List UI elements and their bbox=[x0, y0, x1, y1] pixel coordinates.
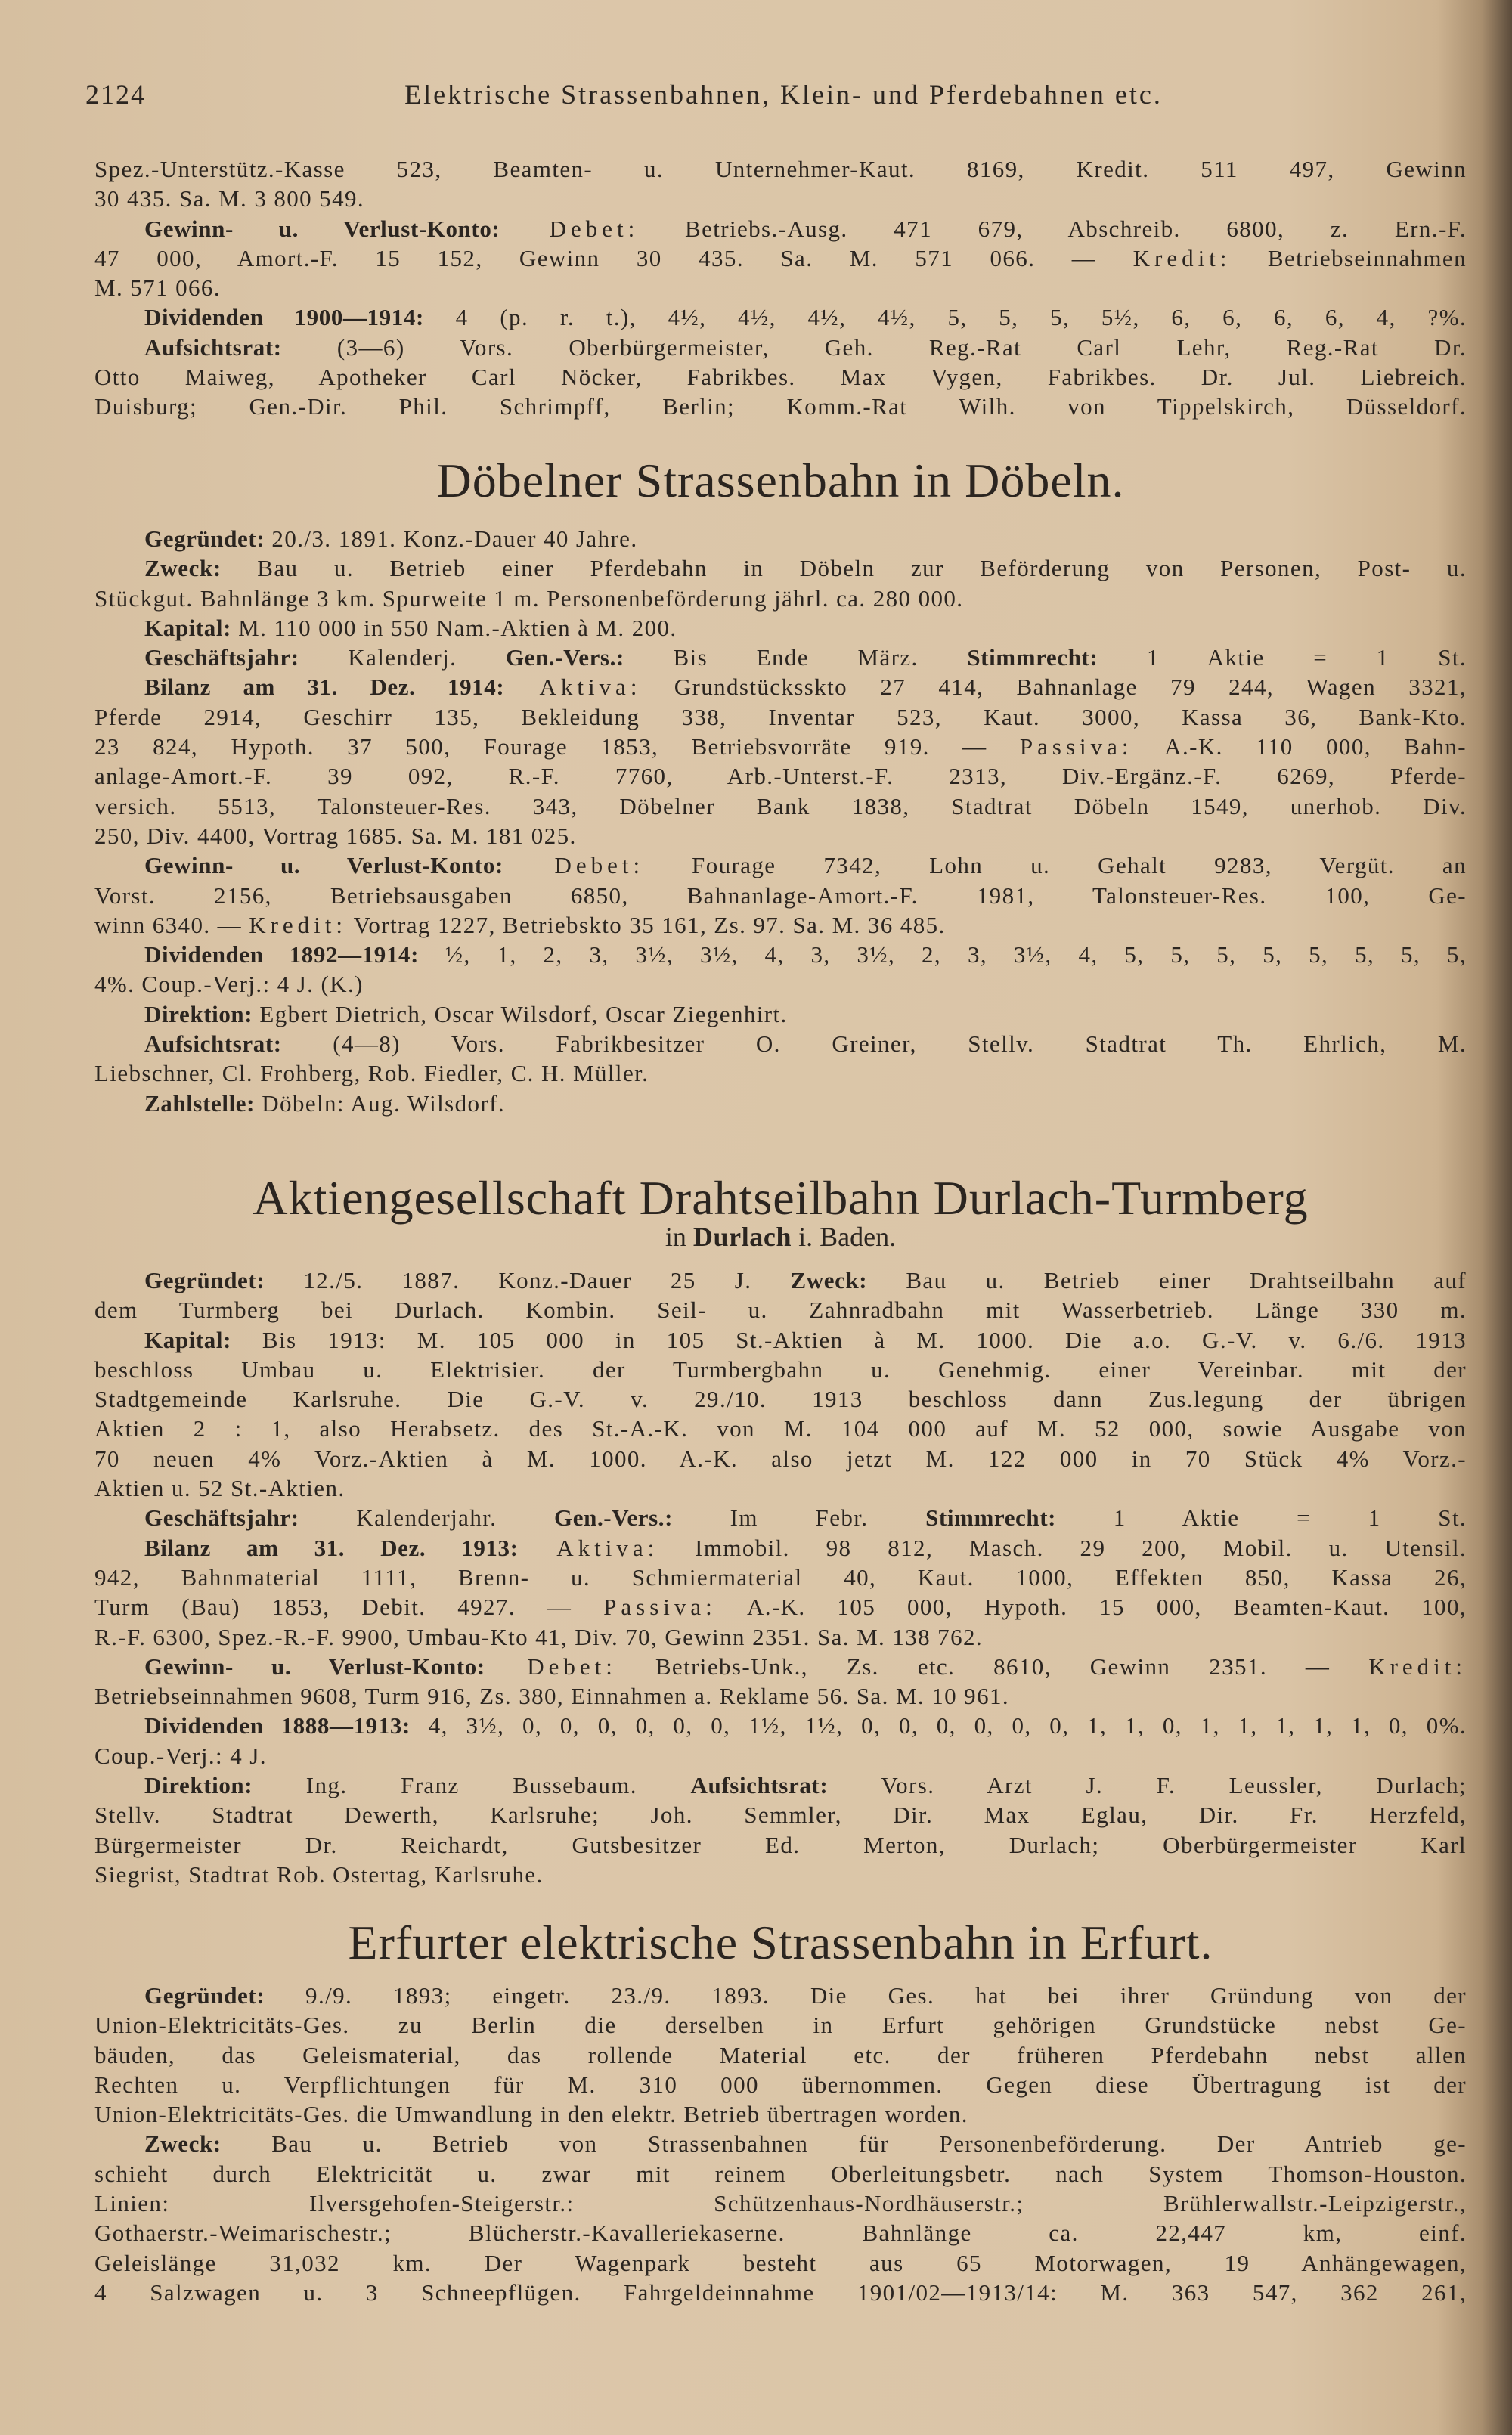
text-run: Stadtgemeinde Karlsruhe. Die G.-V. v. 29./10. 1913 beschloss dann Zus.legung der übrigen bbox=[94, 1386, 1467, 1413]
text-run: Union-Elektricitäts-Ges. zu Berlin die derselben in Erfurt gehörigen Grundstücke nebst Ge- bbox=[94, 2012, 1467, 2039]
text-run: schieht durch Elektricität u. zwar mit reinem Oberleitungsbetr. nach System Thomson-Houston. bbox=[94, 2160, 1467, 2187]
text-line bbox=[94, 2040, 1467, 2070]
field-label: Direktion: bbox=[144, 1000, 253, 1027]
text-line bbox=[94, 584, 1467, 613]
text-run: Döbeln: Aug. Wilsdorf. bbox=[255, 1089, 505, 1117]
field-label: Gewinn- u. Verlust-Konto: bbox=[144, 1653, 485, 1680]
text-line bbox=[94, 792, 1467, 821]
text-line bbox=[94, 1029, 1467, 1058]
field-label: Bilanz am 31. Dez. 1913: bbox=[144, 1534, 519, 1561]
text-line bbox=[94, 672, 1467, 702]
text-run: i. Baden. bbox=[792, 1222, 897, 1252]
field-label: Gewinn- u. Verlust-Konto: bbox=[144, 852, 503, 879]
text-run: Bürgermeister Dr. Reichardt, Gutsbesitzer Ed. Merton, Durlach; Oberbürgermeister Karl bbox=[94, 1831, 1467, 1858]
text-run: 47 000, Amort.-F. 15 152, Gewinn 30 435. Sa. M. 571 066. — bbox=[94, 244, 1133, 271]
text-line bbox=[94, 214, 1467, 243]
text-line bbox=[94, 333, 1467, 362]
text-run: winn 6340. — bbox=[94, 911, 249, 938]
text-line bbox=[94, 302, 1467, 332]
text-run: Vors. Arzt J. F. Leussler, Durlach; bbox=[828, 1772, 1467, 1799]
text-run: Kredit: bbox=[1132, 244, 1232, 271]
text-line bbox=[94, 1711, 1467, 1740]
text-line bbox=[94, 1770, 1467, 1800]
text-line bbox=[94, 2159, 1467, 2189]
text-run: Betriebseinnahmen bbox=[1231, 244, 1467, 271]
text-line bbox=[94, 881, 1467, 910]
text-run: anlage-Amort.-F. 39 092, R.-F. 7760, Arb.-Unterst.-F. 2313, Div.-Ergänz.-F. 6269, Pferde- bbox=[94, 763, 1467, 790]
text-run: Geleislänge 31,032 km. Der Wagenpark besteht aus 65 Motorwagen, 19 Anhängewagen, bbox=[94, 2249, 1467, 2276]
text-line bbox=[94, 1681, 1467, 1711]
text-line bbox=[94, 1384, 1467, 1414]
text-run: dem Turmberg bei Durlach. Kombin. Seil- u. Zahnradbahn mit Wasserbetrieb. Länge 330 m. bbox=[94, 1296, 1467, 1324]
text-run: Aktien 2 : 1, also Herabsetz. des St.-A.-K. von M. 104 000 auf M. 52 000, sowie Ausgabe von bbox=[94, 1415, 1467, 1442]
text-run: 12./5. 1887. Konz.-Dauer 25 J. bbox=[265, 1267, 791, 1293]
entry-doebeln bbox=[94, 524, 1467, 1118]
text-run: 4 (p. r. t.), 4½, 4½, 4½, 4½, 5, 5, 5, 5½, 6, 6, 6, 6, 4, ?%. bbox=[423, 304, 1467, 331]
field-label: Direktion: bbox=[144, 1772, 253, 1799]
text-run: 1 Aktie = 1 St. bbox=[1056, 1504, 1467, 1532]
text-line bbox=[94, 1533, 1467, 1563]
field-label: Gen.-Vers.: bbox=[505, 644, 624, 671]
text-line bbox=[94, 1830, 1467, 1860]
field-label: Dividenden 1888—1913: bbox=[144, 1712, 411, 1740]
text-line bbox=[94, 2189, 1467, 2218]
text-run: 9./9. 1893; eingetr. 23./9. 1893. Die Ges. hat bei ihrer Gründung von der bbox=[265, 1982, 1467, 2009]
text-line bbox=[94, 999, 1467, 1029]
text-run: 30 435. Sa. M. 3 800 549. bbox=[94, 185, 365, 212]
text-run: Passiva: bbox=[603, 1594, 717, 1621]
text-run: ½, 1, 2, 3, 3½, 3½, 4, 3, 3½, 2, 3, 3½, 4, 5, 5, 5, 5, 5, 5, 5, 5, bbox=[419, 941, 1467, 968]
field-label: Geschäftsjahr: bbox=[144, 1504, 299, 1532]
field-label: Stimmrecht: bbox=[925, 1504, 1057, 1532]
text-line bbox=[94, 1058, 1467, 1088]
text-line bbox=[94, 940, 1467, 969]
text-run: Siegrist, Stadtrat Rob. Ostertag, Karlsruhe. bbox=[94, 1860, 544, 1888]
text-run: Grundstücksskto 27 414, Bahnanlage 79 244, Wagen 3321, bbox=[641, 674, 1467, 701]
text-line bbox=[94, 2010, 1467, 2040]
entry-erfurt bbox=[94, 1981, 1467, 2307]
text-run: 4 Salzwagen u. 3 Schneepflügen. Fahrgeldeinnahme 1901/02—1913/14: M. 363 547, 362 261, bbox=[94, 2279, 1467, 2306]
text-run: Immobil. 98 812, Masch. 29 200, Mobil. u. Utensil. bbox=[658, 1534, 1467, 1561]
text-run: Fourage 7342, Lohn u. Gehalt 9283, Vergüt. an bbox=[644, 852, 1467, 879]
text-run: Debet: bbox=[503, 852, 645, 879]
text-line bbox=[94, 821, 1467, 850]
text-run: 23 824, Hypoth. 37 500, Fourage 1853, Betriebsvorräte 919. — bbox=[94, 733, 1020, 761]
text-run: Spez.-Unterstütz.-Kasse 523, Beamten- u. Unternehmer-Kaut. 8169, Kredit. 511 497, Gewinn bbox=[94, 156, 1467, 182]
text-run: Bis 1913: M. 105 000 in 105 St.-Aktien à M. 1000. Die a.o. G.-V. v. 6./6. 1913 bbox=[231, 1326, 1467, 1353]
text-run: Coup.-Verj.: 4 J. bbox=[94, 1742, 267, 1769]
text-line bbox=[94, 2070, 1467, 2099]
text-line bbox=[94, 362, 1467, 392]
text-run: A.-K. 110 000, Bahn- bbox=[1132, 733, 1467, 761]
text-run: Bau u. Betrieb von Strassenbahnen für Personenbeförderung. Der Antrieb ge- bbox=[221, 2130, 1467, 2158]
field-label: Bilanz am 31. Dez. 1914: bbox=[144, 674, 505, 701]
text-run: Vorst. 2156, Betriebsausgaben 6850, Bahnanlage-Amort.-F. 1981, Talonsteuer-Res. 100, Ge- bbox=[94, 881, 1467, 909]
text-run: 20./3. 1891. Konz.-Dauer 40 Jahre. bbox=[265, 525, 638, 552]
text-line bbox=[94, 1355, 1467, 1384]
text-run: versich. 5513, Talonsteuer-Res. 343, Döbelner Bank 1838, Stadtrat Döbeln 1549, unerhob. Div. bbox=[94, 792, 1467, 819]
text-run: Otto Maiweg, Apotheker Carl Nöcker, Fabrikbes. Max Vygen, Fabrikbes. Dr. Jul. Liebreich. bbox=[94, 364, 1467, 391]
text-run: Ing. Franz Bussebaum. bbox=[253, 1772, 691, 1799]
text-line bbox=[94, 1503, 1467, 1532]
text-line bbox=[94, 1592, 1467, 1622]
text-run: Union-Elektricitäts-Ges. die Umwandlung in den elektr. Betrieb übertragen worden. bbox=[94, 2101, 968, 2128]
field-label: Zahlstelle: bbox=[144, 1089, 256, 1117]
text-run: Kalenderj. bbox=[299, 644, 506, 671]
text-run: 4%. Coup.-Verj.: 4 J. (K.) bbox=[94, 971, 364, 998]
running-title: Elektrische Strassenbahnen, Klein- und Pferdebahnen etc. bbox=[404, 79, 1163, 110]
text-run: bäuden, das Geleismaterial, das rollende Material etc. der früheren Pferdebahn nebst allen bbox=[94, 2041, 1467, 2068]
text-run: Debet: bbox=[485, 1653, 617, 1680]
text-line bbox=[94, 2099, 1467, 2129]
text-run: Duisburg; Gen.-Dir. Phil. Schrimpff, Berlin; Komm.-Rat Wilh. von Tippelskirch, Düsseldorf. bbox=[94, 393, 1467, 420]
text-line bbox=[94, 1563, 1467, 1592]
text-run: Kredit: bbox=[249, 911, 348, 938]
continuation-entry bbox=[94, 154, 1467, 422]
section-heading: Döbelner Strassenbahn in Döbeln. bbox=[436, 454, 1125, 507]
text-run: (4—8) Vors. Fabrikbesitzer O. Greiner, Stellv. Stadtrat Th. Ehrlich, M. bbox=[281, 1030, 1467, 1058]
text-run: 70 neuen 4% Vorz.-Aktien à M. 1000. A.-K. also jetzt M. 122 000 in 70 Stück 4% Vorz.- bbox=[94, 1445, 1467, 1472]
text-line bbox=[94, 392, 1467, 421]
text-line bbox=[94, 1860, 1467, 1889]
field-label: Zweck: bbox=[144, 555, 222, 582]
text-run: Bau u. Betrieb einer Pferdebahn in Döbeln zur Beförderung von Personen, Post- u. bbox=[221, 555, 1467, 582]
text-run: Im Febr. bbox=[673, 1504, 926, 1532]
section-heading: Erfurter elektrische Strassenbahn in Erfurt. bbox=[348, 1916, 1213, 1969]
text-line bbox=[94, 524, 1467, 553]
field-label: Gegründet: bbox=[144, 1267, 265, 1293]
text-run: Stückgut. Bahnlänge 3 km. Spurweite 1 m. Personenbeförderung jährl. ca. 280 000. bbox=[94, 584, 964, 612]
text-run: Pferde 2914, Geschirr 135, Bekleidung 338, Inventar 523, Kaut. 3000, Kassa 36, Bank-Kto. bbox=[94, 703, 1467, 730]
text-run: Bau u. Betrieb einer Drahtseilbahn auf bbox=[867, 1267, 1467, 1293]
field-label: Dividenden 1900—1914: bbox=[144, 304, 424, 331]
field-label: Kapital: bbox=[144, 614, 232, 641]
field-label: Gen.-Vers.: bbox=[554, 1504, 674, 1532]
text-line bbox=[94, 1741, 1467, 1770]
field-label: Gegründet: bbox=[144, 525, 265, 552]
text-line bbox=[94, 2129, 1467, 2158]
text-run: Turm (Bau) 1853, Debit. 4927. — bbox=[94, 1594, 604, 1621]
text-line bbox=[94, 1325, 1467, 1355]
text-line bbox=[94, 1981, 1467, 2010]
text-run: Egbert Dietrich, Oscar Wilsdorf, Oscar Ziegenhirt. bbox=[253, 1000, 788, 1027]
text-line bbox=[94, 2218, 1467, 2248]
field-label: Aufsichtsrat: bbox=[690, 1772, 829, 1799]
field-label: Durlach bbox=[692, 1222, 792, 1252]
text-run: Aktiva: bbox=[504, 674, 642, 701]
text-run: M. 571 066. bbox=[94, 274, 221, 302]
field-label: Stimmrecht: bbox=[967, 644, 1098, 671]
text-line bbox=[94, 2278, 1467, 2307]
text-line bbox=[94, 2248, 1467, 2278]
text-line bbox=[94, 243, 1467, 273]
text-run: Aktien u. 52 St.-Aktien. bbox=[94, 1475, 345, 1502]
page-number: 2124 bbox=[85, 79, 146, 110]
field-label: Kapital: bbox=[144, 1326, 232, 1353]
text-run: Rechten u. Verpflichtungen für M. 310 000 übernommen. Gegen diese Übertragung ist der bbox=[94, 2071, 1467, 2098]
field-label: Aufsichtsrat: bbox=[144, 333, 282, 361]
text-run: Stellv. Stadtrat Dewerth, Karlsruhe; Joh. Semmler, Dir. Max Eglau, Dir. Fr. Herzfeld, bbox=[94, 1801, 1467, 1829]
text-run: Gothaerstr.-Weimarischestr.; Blücherstr.-Kavalleriekaserne. Bahnlänge ca. 22,447 km, einf. bbox=[94, 2220, 1467, 2247]
text-line bbox=[94, 184, 1467, 213]
field-label: Zweck: bbox=[790, 1267, 868, 1293]
section-subheading bbox=[94, 1220, 1467, 1253]
text-line bbox=[94, 1652, 1467, 1681]
text-run: (3—6) Vors. Oberbürgermeister, Geh. Reg.-Rat Carl Lehr, Reg.-Rat Dr. bbox=[281, 333, 1467, 361]
text-run: A.-K. 105 000, Hypoth. 15 000, Beamten-Kaut. 100, bbox=[716, 1594, 1467, 1621]
text-run: 4, 3½, 0, 0, 0, 0, 0, 0, 1½, 1½, 0, 0, 0, 0, 0, 0, 1, 1, 0, 1, 1, 1, 1, 1, 0, 0%. bbox=[410, 1712, 1467, 1740]
text-run: Betriebs.-Ausg. 471 679, Abschreib. 6800, z. Ern.-F. bbox=[639, 215, 1467, 242]
text-line bbox=[94, 643, 1467, 672]
text-run: 942, Bahnmaterial 1111, Brenn- u. Schmiermaterial 40, Kaut. 1000, Effekten 850, Kassa 26, bbox=[94, 1563, 1467, 1591]
text-run: Kredit: bbox=[1368, 1653, 1467, 1680]
text-line bbox=[94, 969, 1467, 999]
field-label: Dividenden 1892—1914: bbox=[144, 941, 420, 968]
text-run: Vortrag 1227, Betriebskto 35 161, Zs. 97. Sa. M. 36 485. bbox=[347, 911, 946, 938]
entry-durlach bbox=[94, 1266, 1467, 1889]
text-run: Betriebs-Unk., Zs. etc. 8610, Gewinn 2351. — bbox=[616, 1653, 1369, 1680]
text-run: Debet: bbox=[500, 215, 640, 242]
text-run: R.-F. 6300, Spez.-R.-F. 9900, Umbau-Kto 41, Div. 70, Gewinn 2351. Sa. M. 138 762. bbox=[94, 1623, 984, 1650]
text-line bbox=[94, 613, 1467, 643]
text-run: Linien: Ilversgehofen-Steigerstr.: Schützenhaus-Nordhäuserstr.; Brühlerwallstr.-Leipzigerstr., bbox=[94, 2190, 1467, 2217]
text-run: Betriebseinnahmen 9608, Turm 916, Zs. 380, Einnahmen a. Reklame 56. Sa. M. 10 961. bbox=[94, 1683, 1010, 1710]
text-line bbox=[94, 850, 1467, 880]
text-run: Kalenderjahr. bbox=[299, 1504, 555, 1532]
text-run: 1 Aktie = 1 St. bbox=[1098, 644, 1467, 671]
field-label: Gewinn- u. Verlust-Konto: bbox=[144, 215, 500, 242]
text-run: 250, Div. 4400, Vortrag 1685. Sa. M. 181 025. bbox=[94, 822, 577, 849]
text-line bbox=[94, 1414, 1467, 1443]
text-line bbox=[94, 1800, 1467, 1829]
field-label: Aufsichtsrat: bbox=[144, 1030, 282, 1058]
field-label: Geschäftsjahr: bbox=[144, 644, 299, 671]
text-run: Bis Ende März. bbox=[624, 644, 968, 671]
field-label: Gegründet: bbox=[144, 1982, 265, 2009]
text-line bbox=[94, 1089, 1467, 1118]
page-header bbox=[85, 79, 1452, 113]
text-line bbox=[94, 1266, 1467, 1295]
text-line bbox=[94, 761, 1467, 791]
text-line bbox=[94, 1295, 1467, 1324]
text-line bbox=[94, 1444, 1467, 1473]
text-line bbox=[94, 1622, 1467, 1652]
field-label: Zweck: bbox=[144, 2130, 222, 2158]
section-heading: Aktiengesellschaft Drahtseilbahn Durlach-Turmberg bbox=[253, 1171, 1309, 1225]
text-line bbox=[94, 910, 1467, 940]
text-run: in bbox=[665, 1222, 693, 1252]
text-line bbox=[94, 553, 1467, 583]
text-line bbox=[94, 154, 1467, 184]
text-run: beschloss Umbau u. Elektrisier. der Turmbergbahn u. Genehmig. einer Vereinbar. mit der bbox=[94, 1355, 1467, 1383]
text-line bbox=[94, 702, 1467, 732]
text-run: Liebschner, Cl. Frohberg, Rob. Fiedler, C. H. Müller. bbox=[94, 1060, 649, 1087]
text-line bbox=[94, 732, 1467, 761]
text-run: M. 110 000 in 550 Nam.-Aktien à M. 200. bbox=[231, 614, 677, 641]
text-line bbox=[94, 1473, 1467, 1503]
text-run: Passiva: bbox=[1019, 733, 1133, 761]
text-run: Aktiva: bbox=[518, 1534, 659, 1561]
text-line bbox=[94, 273, 1467, 302]
